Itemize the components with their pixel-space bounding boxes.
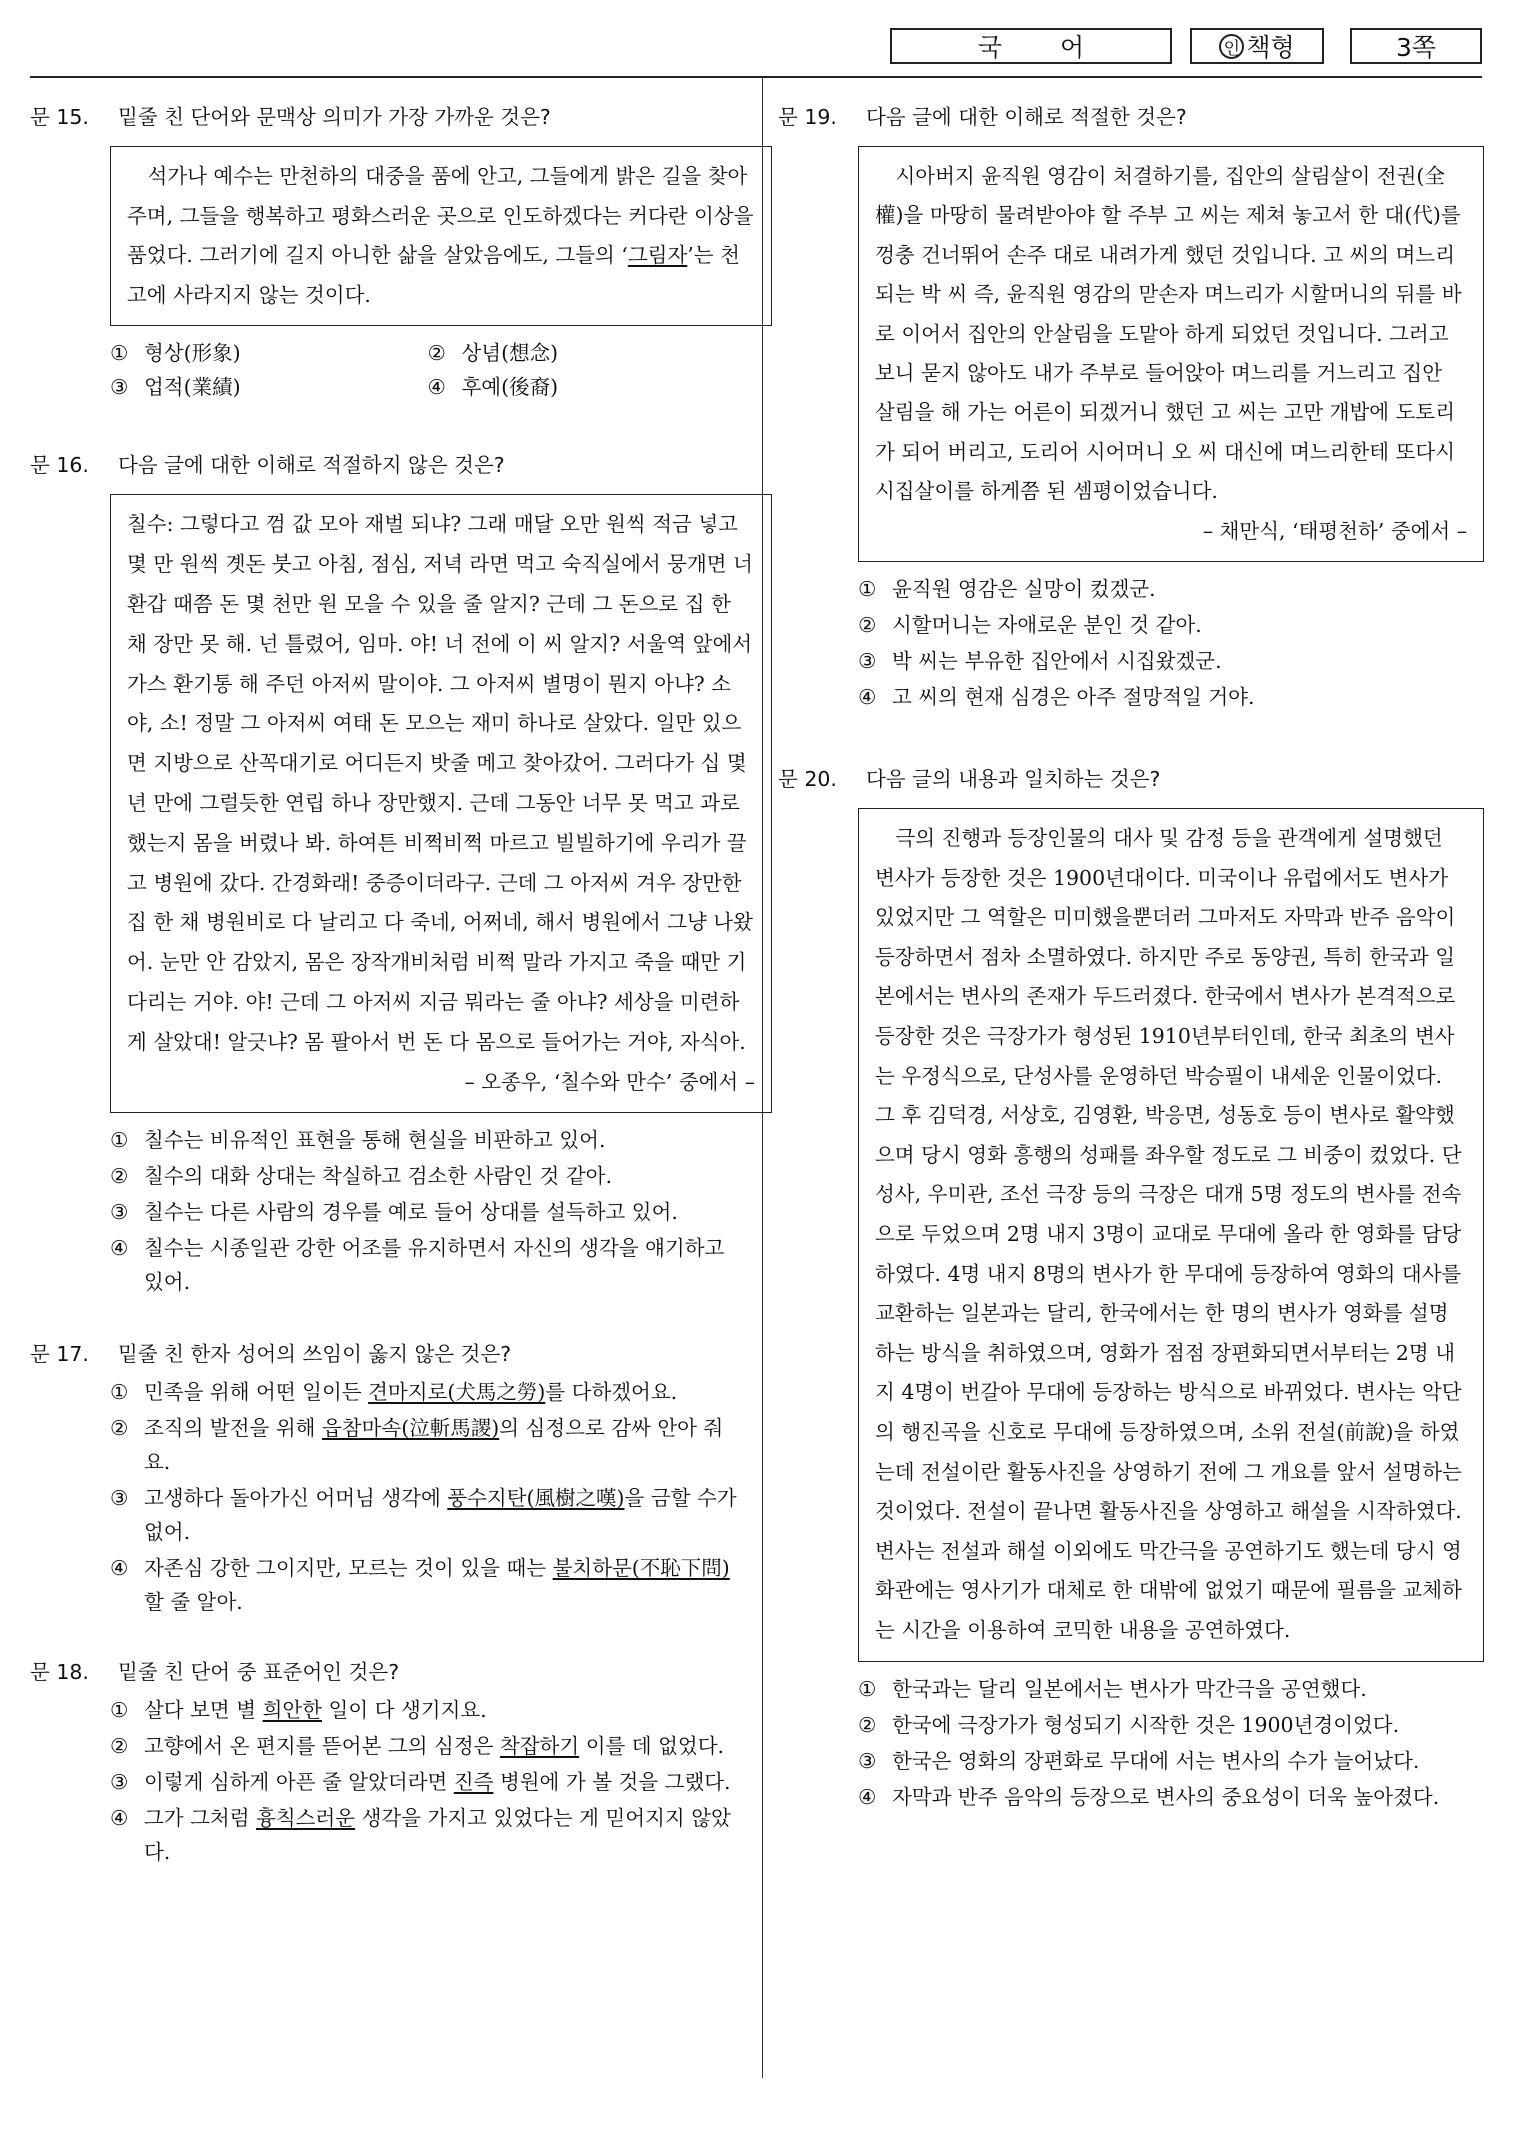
question-stem: 밑줄 친 단어와 문맥상 의미가 가장 가까운 것은? — [118, 105, 551, 129]
question-stem: 다음 글에 대한 이해로 적절하지 않은 것은? — [118, 453, 505, 478]
passage-source: – 오종우, ‘칠수와 만수’ 중에서 – — [464, 1069, 755, 1094]
options — [30, 1375, 745, 1619]
question-stem: 밑줄 친 단어 중 표준어인 것은? — [118, 1660, 400, 1685]
left-column — [30, 100, 755, 1879]
options — [778, 572, 1483, 714]
option-1[interactable]: ① 윤직원 영감은 실망이 컸겠군. — [858, 577, 1156, 602]
passage-box: 시아버지 윤직원 영감이 처결하기를, 집안의 살림살이 전권(全權)을 마땅히 물려받아야 할 주부 고 씨는 제쳐 놓고서 한 대(代)를 껑충 건너뛰어 손주 대로 내려가게 했던 것입니다. 고 씨의 며느리 되는 박 씨 즉, 윤직원 영감의 맏손자 며느리가 시할머니의 뒤를 바로 이어서 집안의 안살림을 도맡아 하게 되었던 것입니다. 그러고 보니 묻지 않아도 내가 주부로 들어앉아 며느리를 거느리고 집안 살림을 해 가는 어른이 되겠거니 했던 고 씨는 고만 개밥에 도토리가 되어 버리고, 도리어 시어머니 오 씨 대신에 며느리한테 또다시 시집살이를 하게쯤 된 셈평이었습니다. – 채만식, ‘태평천하’ 중에서 – — [858, 146, 1484, 562]
underlined-idiom: 견마지로(犬馬之勞) — [368, 1380, 546, 1405]
option-1[interactable]: ① 형상(形象) — [110, 341, 241, 366]
option-1[interactable]: ① 칠수는 비유적인 표현을 통해 현실을 비판하고 있어. — [110, 1128, 606, 1153]
option-3[interactable]: ③ 고생하다 돌아가신 어머님 생각에 풍수지탄(風樹之嘆)을 금할 수가 없어. — [110, 1486, 737, 1545]
option-3[interactable]: ③ 업적(業績) — [110, 375, 241, 400]
option-3[interactable]: ③ 박 씨는 부유한 집안에서 시집왔겠군. — [858, 649, 1222, 674]
option-2[interactable]: ② 조직의 발전을 위해 읍참마속(泣斬馬謖)의 심정으로 감싸 안아 줘요. — [110, 1416, 724, 1475]
question-19-title — [778, 100, 1483, 134]
options — [30, 336, 745, 404]
options — [778, 1672, 1483, 1814]
option-4[interactable]: ④ 자존심 강한 그이지만, 모르는 것이 있을 때는 불치하문(不恥下問)할 줄 알아. — [110, 1556, 730, 1615]
question-15-title — [30, 100, 745, 134]
subject-box — [890, 28, 1172, 64]
right-column — [778, 100, 1483, 1824]
underlined-word: 희안한 — [262, 1698, 322, 1723]
options — [30, 1693, 745, 1869]
question-stem: 다음 글의 내용과 일치하는 것은? — [866, 767, 1161, 792]
option-3[interactable]: ③ 칠수는 다른 사람의 경우를 예로 들어 상대를 설득하고 있어. — [110, 1200, 678, 1225]
option-1[interactable]: ① 민족을 위해 어떤 일이든 견마지로(犬馬之勞)를 다하겠어요. — [110, 1380, 678, 1405]
question-number: 문 17. — [30, 1342, 89, 1367]
question-number: 문 20. — [778, 767, 837, 792]
option-3[interactable]: ③ 한국은 영화의 장편화로 무대에 서는 변사의 수가 늘어났다. — [858, 1748, 1420, 1773]
option-3[interactable]: ③ 이렇게 심하게 아픈 줄 알았더라면 진즉 병원에 가 볼 것을 그랬다. — [110, 1770, 731, 1795]
option-2[interactable]: ② 상념(想念) — [427, 341, 559, 366]
page-number: 3쪽 — [1395, 33, 1437, 62]
passage-box: 석가나 예수는 만천하의 대중을 품에 안고, 그들에게 밝은 길을 찾아 주며, 그들을 행복하고 평화스러운 곳으로 인도하겠다는 커다란 이상을 품었다. 그러기에 길지 아니한 삶을 살았음에도, 그들의 ‘그림자’는 천고에 사라지지 않는 것이다. — [110, 146, 772, 326]
underlined-idiom: 읍참마속(泣斬馬謖) — [321, 1416, 500, 1441]
passage-source: – 채만식, ‘태평천하’ 중에서 – — [1202, 518, 1467, 543]
question-19 — [778, 100, 1483, 714]
passage-box: 극의 진행과 등장인물의 대사 및 감정 등을 관객에게 설명했던 변사가 등장한 것은 1900년대이다. 미국이나 유럽에서도 변사가 있었지만 그 역할은 미미했을뿐더러 그마저도 자막과 반주 음악이 등장하면서 점차 소멸하였다. 하지만 주로 동양권, 특히 한국과 일본에서는 변사의 존재가 두드러졌다. 한국에서 변사가 본격적으로 등장한 것은 극장가가 형성된 1910년부터인데, 한국 최초의 변사는 우정식으로, 단성사를 운영하던 박승필이 내세운 인물이었다. 그 후 김덕경, 서상호, 김영환, 박응면, 성동호 등이 변사로 활약했으며 당시 영화 흥행의 성패를 좌우할 정도로 그 비중이 컸었다. 단성사, 우미관, 조선 극장 등의 극장은 대개 5명 정도의 변사를 전속으로 두었으며 2명 내지 3명이 교대로 무대에 올라 한 영화를 담당하였다. 4명 내지 8명의 변사가 한 무대에 등장하여 영화의 대사를 교환하는 일본과는 달리, 한국에서는 한 명의 변사가 영화를 설명하는 방식을 취하였으며, 영화가 점점 장편화되면서부터는 2명 내지 4명이 번갈아 무대에 등장하는 방식으로 바뀌었다. 변사는 악단의 행진곡을 신호로 무대에 등장하였으며, 소위 전설(前說)을 하였는데 전설이란 활동사진을 상영하기 전에 그 개요를 앞서 설명하는 것이었다. 전설이 끝나면 활동사진을 상영하고 해설을 시작하였다. 변사는 전설과 해설 이외에도 막간극을 공연하기도 했는데 당시 영화관에는 영사기가 대체로 한 대밖에 없었기 때문에 필름을 교체하는 시간을 이용하여 코믹한 내용을 공연하였다. — [858, 808, 1484, 1661]
underlined-word: 흉칙스러운 — [256, 1806, 356, 1831]
question-17-title — [30, 1337, 745, 1371]
booklet-type-mark: 인 — [1219, 34, 1244, 59]
booklet-type-label: 책형 — [1246, 33, 1295, 62]
question-16 — [30, 448, 755, 1299]
question-20 — [778, 762, 1483, 1813]
option-2[interactable]: ② 한국에 극장가가 형성되기 시작한 것은 1900년경이었다. — [858, 1712, 1400, 1737]
option-4[interactable]: ④ 자막과 반주 음악의 등장으로 변사의 중요성이 더욱 높아졌다. — [858, 1784, 1440, 1809]
question-number: 문 18. — [30, 1660, 89, 1685]
underlined-idiom: 풍수지탄(風樹之嘆) — [447, 1486, 625, 1511]
question-15 — [30, 100, 754, 404]
question-18-title — [30, 1655, 745, 1689]
passage-box: 칠수: 그렇다고 껌 값 모아 재벌 되냐? 그래 매달 오만 원씩 적금 넣고 몇 만 원씩 곗돈 붓고 아침, 점심, 저녁 라면 먹고 숙직실에서 뭉개면 너 환갑 때쯤 돈 몇 천만 원 모을 수 있을 줄 알지? 근데 그 돈으로 집 한 채 장만 못 해. 넌 틀렸어, 임마. 야! 너 전에 이 씨 알지? 서울역 앞에서 가스 환기통 해 주던 아저씨 말이야. 그 아저씨 별명이 뭔지 아냐? 소야, 소! 정말 그 아저씨 여태 돈 모으는 재미 하나로 살았다. 일만 있으면 지방으로 산꼭대기로 어디든지 밧줄 메고 찾아갔어. 그러다가 십 몇 년 만에 그럴듯한 연립 하나 장만했지. 근데 그동안 너무 못 먹고 과로했는지 몸을 버렸나 봐. 하여튼 비쩍비쩍 마르고 빌빌하기에 우리가 끌고 병원에 갔다. 간경화래! 중증이더라구. 근데 그 아저씨 겨우 장만한 집 한 채 병원비로 다 날리고 다 죽네, 어쩌네, 해서 병원에서 그냥 나왔어. 눈만 안 감았지, 몸은 장작개비처럼 비쩍 말라 가지고 죽을 때만 기다리는 거야. 야! 근데 그 아저씨 지금 뭐라는 줄 아냐? 세상을 미련하게 살았대! 알긋냐? 몸 팔아서 번 돈 다 몸으로 들어가는 거야, 자식아. – 오종우, ‘칠수와 만수’ 중에서 – — [110, 494, 772, 1113]
booklet-type-box — [1190, 28, 1324, 64]
underlined-word: 진즉 — [453, 1770, 494, 1795]
subject-label: 국어 — [977, 33, 1143, 62]
underlined-word: 그림자 — [627, 243, 688, 268]
question-20-title — [778, 762, 1483, 796]
option-2[interactable]: ② 칠수의 대화 상대는 착실하고 검소한 사람인 것 같아. — [110, 1164, 612, 1189]
question-17 — [30, 1337, 745, 1619]
question-18 — [30, 1655, 745, 1869]
question-number: 문 19. — [778, 105, 837, 129]
question-stem: 밑줄 친 한자 성어의 쓰임이 옳지 않은 것은? — [118, 1342, 512, 1367]
question-16-title — [30, 448, 745, 482]
option-1[interactable]: ① 한국과는 달리 일본에서는 변사가 막간극을 공연했다. — [858, 1676, 1367, 1701]
underlined-idiom: 불치하문(不恥下問) — [552, 1556, 730, 1581]
option-4[interactable]: ④ 후예(後裔) — [427, 375, 559, 400]
question-stem: 다음 글에 대한 이해로 적절한 것은? — [866, 105, 1187, 129]
header-divider — [30, 76, 1482, 78]
option-4[interactable]: ④ 고 씨의 현재 심경은 아주 절망적일 거야. — [858, 685, 1255, 710]
option-4[interactable]: ④ 칠수는 시종일관 강한 어조를 유지하면서 자신의 생각을 얘기하고 있어. — [110, 1236, 725, 1295]
question-number: 문 15. — [30, 105, 89, 129]
question-number: 문 16. — [30, 453, 89, 478]
page-number-box — [1350, 28, 1482, 64]
option-1[interactable]: ① 살다 보면 별 희안한 일이 다 생기지요. — [110, 1698, 487, 1723]
option-2[interactable]: ② 고향에서 온 편지를 뜯어본 그의 심정은 착잡하기 이를 데 없었다. — [110, 1734, 725, 1759]
option-2[interactable]: ② 시할머니는 자애로운 분인 것 같아. — [858, 613, 1202, 638]
options — [30, 1123, 745, 1299]
underlined-word: 착잡하기 — [499, 1734, 580, 1759]
option-4[interactable]: ④ 그가 그처럼 흉칙스러운 생각을 가지고 있었다는 게 믿어지지 않았다. — [110, 1806, 731, 1865]
